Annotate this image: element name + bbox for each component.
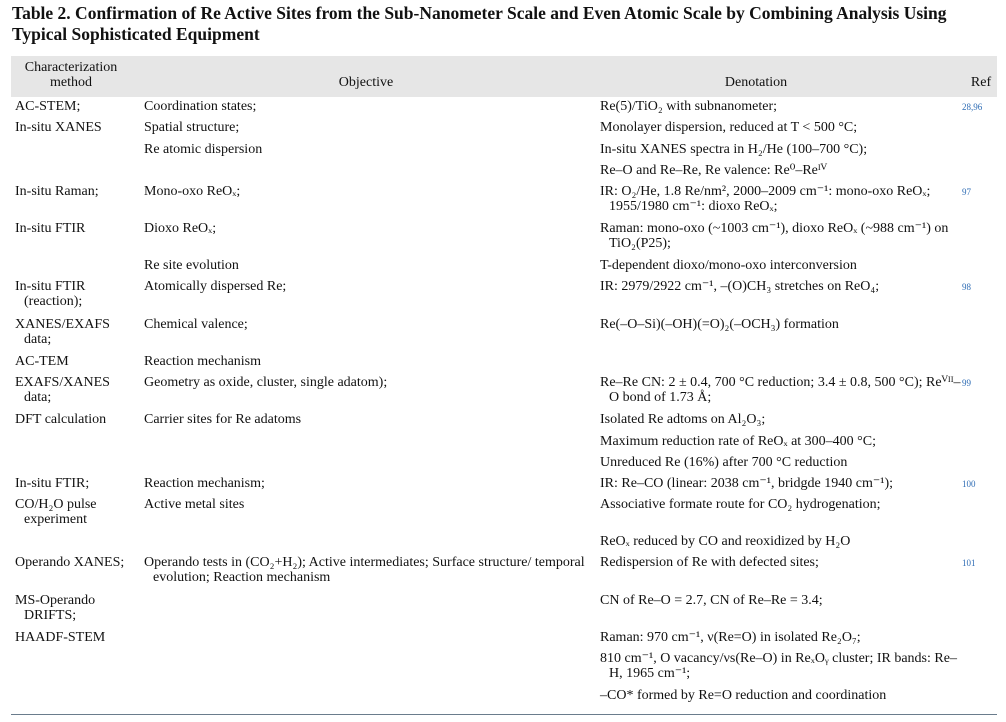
cell-objective: Chemical valence; [144, 317, 248, 332]
cell-ref[interactable]: 99 [962, 378, 971, 388]
cell-denotation: Maximum reduction rate of ReOₓ at 300–400 °C; [600, 434, 876, 449]
cell-method: HAADF-STEM [15, 630, 106, 645]
cell-objective: Operando tests in (CO₂+H₂); Active intermediates; Surface structure/ temporal evolution; Reaction mechanism [144, 555, 585, 585]
cell-objective: Reaction mechanism; [144, 476, 265, 491]
cell-denotation: Re(–O–Si)(–OH)(=O)₂(–OCH₃) formation [600, 317, 839, 332]
header-objective: Objective [338, 75, 394, 90]
cell-objective: Spatial structure; [144, 120, 240, 135]
cell-objective: Re site evolution [144, 258, 239, 273]
cell-denotation: Unreduced Re (16%) after 700 °C reduction [600, 455, 848, 470]
cell-method: In-situ FTIR [15, 221, 86, 236]
cell-denotation: In-situ XANES spectra in H₂/He (100–700 °C); [600, 142, 868, 157]
cell-denotation: IR: Re–CO (linear: 2038 cm⁻¹, bridgde 1940 cm⁻¹); [600, 476, 894, 491]
cell-denotation: Monolayer dispersion, reduced at T < 500 °C; [600, 120, 858, 135]
cell-objective: Coordination states; [144, 99, 257, 114]
table-title: Table 2. Confirmation of Re Active Sites from the Sub-Nanometer Scale and Even Atomic Scale by Combining Analysis Using Typical Sophisticated Equipment [12, 3, 947, 44]
cell-method: DFT calculation [15, 412, 107, 427]
cell-denotation: Re–Re CN: 2 ± 0.4, 700 °C reduction; 3.4 ± 0.8, 500 °C); Reⱽᴵᴵ–O bond of 1.73 Å; [600, 375, 961, 405]
cell-ref[interactable]: 97 [962, 187, 971, 197]
cell-method: CO/H₂O pulse experiment [15, 497, 97, 527]
bottom-rule [11, 714, 997, 715]
cell-denotation: Re–O and Re–Re, Re valence: Re⁰–Reᴵⱽ [600, 163, 828, 178]
cell-method: EXAFS/XANES data; [15, 375, 110, 405]
cell-method: AC-TEM [15, 354, 69, 369]
cell-denotation: Isolated Re adtoms on Al₂O₃; [600, 412, 766, 427]
cell-method: Operando XANES; [15, 555, 125, 570]
cell-denotation: Redispersion of Re with defected sites; [600, 555, 819, 570]
cell-denotation: –CO* formed by Re=O reduction and coordination [600, 688, 887, 703]
cell-method: In-situ FTIR; [15, 476, 90, 491]
cell-ref[interactable]: 100 [962, 479, 976, 489]
cell-denotation: 810 cm⁻¹, O vacancy/νs(Re–O) in ReₓOᵧ cluster; IR bands: Re–H, 1965 cm⁻¹; [600, 651, 957, 681]
cell-denotation: Re(5)/TiO₂ with subnanometer; [600, 99, 778, 114]
cell-method: XANES/EXAFS data; [15, 317, 110, 347]
cell-ref[interactable]: 98 [962, 282, 971, 292]
cell-objective: Dioxo ReOₓ; [144, 221, 217, 236]
cell-denotation: T-dependent dioxo/mono-oxo interconversion [600, 258, 857, 273]
cell-denotation: IR: O₂/He, 1.8 Re/nm², 2000–2009 cm⁻¹: mono-oxo ReOₓ; 1955/1980 cm⁻¹: dioxo ReOₓ; [600, 184, 931, 214]
cell-objective: Reaction mechanism [144, 354, 262, 369]
cell-ref[interactable]: 101 [962, 558, 976, 568]
cell-method: In-situ XANES [15, 120, 102, 135]
cell-objective: Re atomic dispersion [144, 142, 263, 157]
cell-objective: Geometry as oxide, cluster, single adatom); [144, 375, 388, 390]
header-ref: Ref [970, 75, 992, 90]
cell-method: In-situ FTIR (reaction); [15, 279, 86, 309]
table-header [11, 56, 997, 97]
cell-objective: Mono-oxo ReOₓ; [144, 184, 241, 199]
cell-denotation: Raman: 970 cm⁻¹, ν(Re=O) in isolated Re₂O₇; [600, 630, 861, 645]
cell-denotation: Associative formate route for CO₂ hydrogenation; [600, 497, 881, 512]
cell-denotation: IR: 2979/2922 cm⁻¹, –(O)CH₃ stretches on ReO₄; [600, 279, 880, 294]
cell-objective: Carrier sites for Re adatoms [144, 412, 302, 427]
cell-method: In-situ Raman; [15, 184, 99, 199]
cell-ref[interactable]: 28,96 [962, 102, 983, 112]
cell-objective: Active metal sites [144, 497, 245, 512]
header-method: Characterization method [24, 60, 118, 90]
cell-denotation: CN of Re–O = 2.7, CN of Re–Re = 3.4; [600, 593, 823, 608]
cell-method: MS-Operando DRIFTS; [15, 593, 96, 623]
cell-objective: Atomically dispersed Re; [144, 279, 287, 294]
header-denotation: Denotation [724, 75, 788, 90]
cell-denotation: Raman: mono-oxo (~1003 cm⁻¹), dioxo ReOₓ (~988 cm⁻¹) on TiO₂(P25); [600, 221, 949, 251]
cell-denotation: ReOₓ reduced by CO and reoxidized by H₂O [600, 534, 851, 549]
cell-method: AC-STEM; [15, 99, 81, 114]
